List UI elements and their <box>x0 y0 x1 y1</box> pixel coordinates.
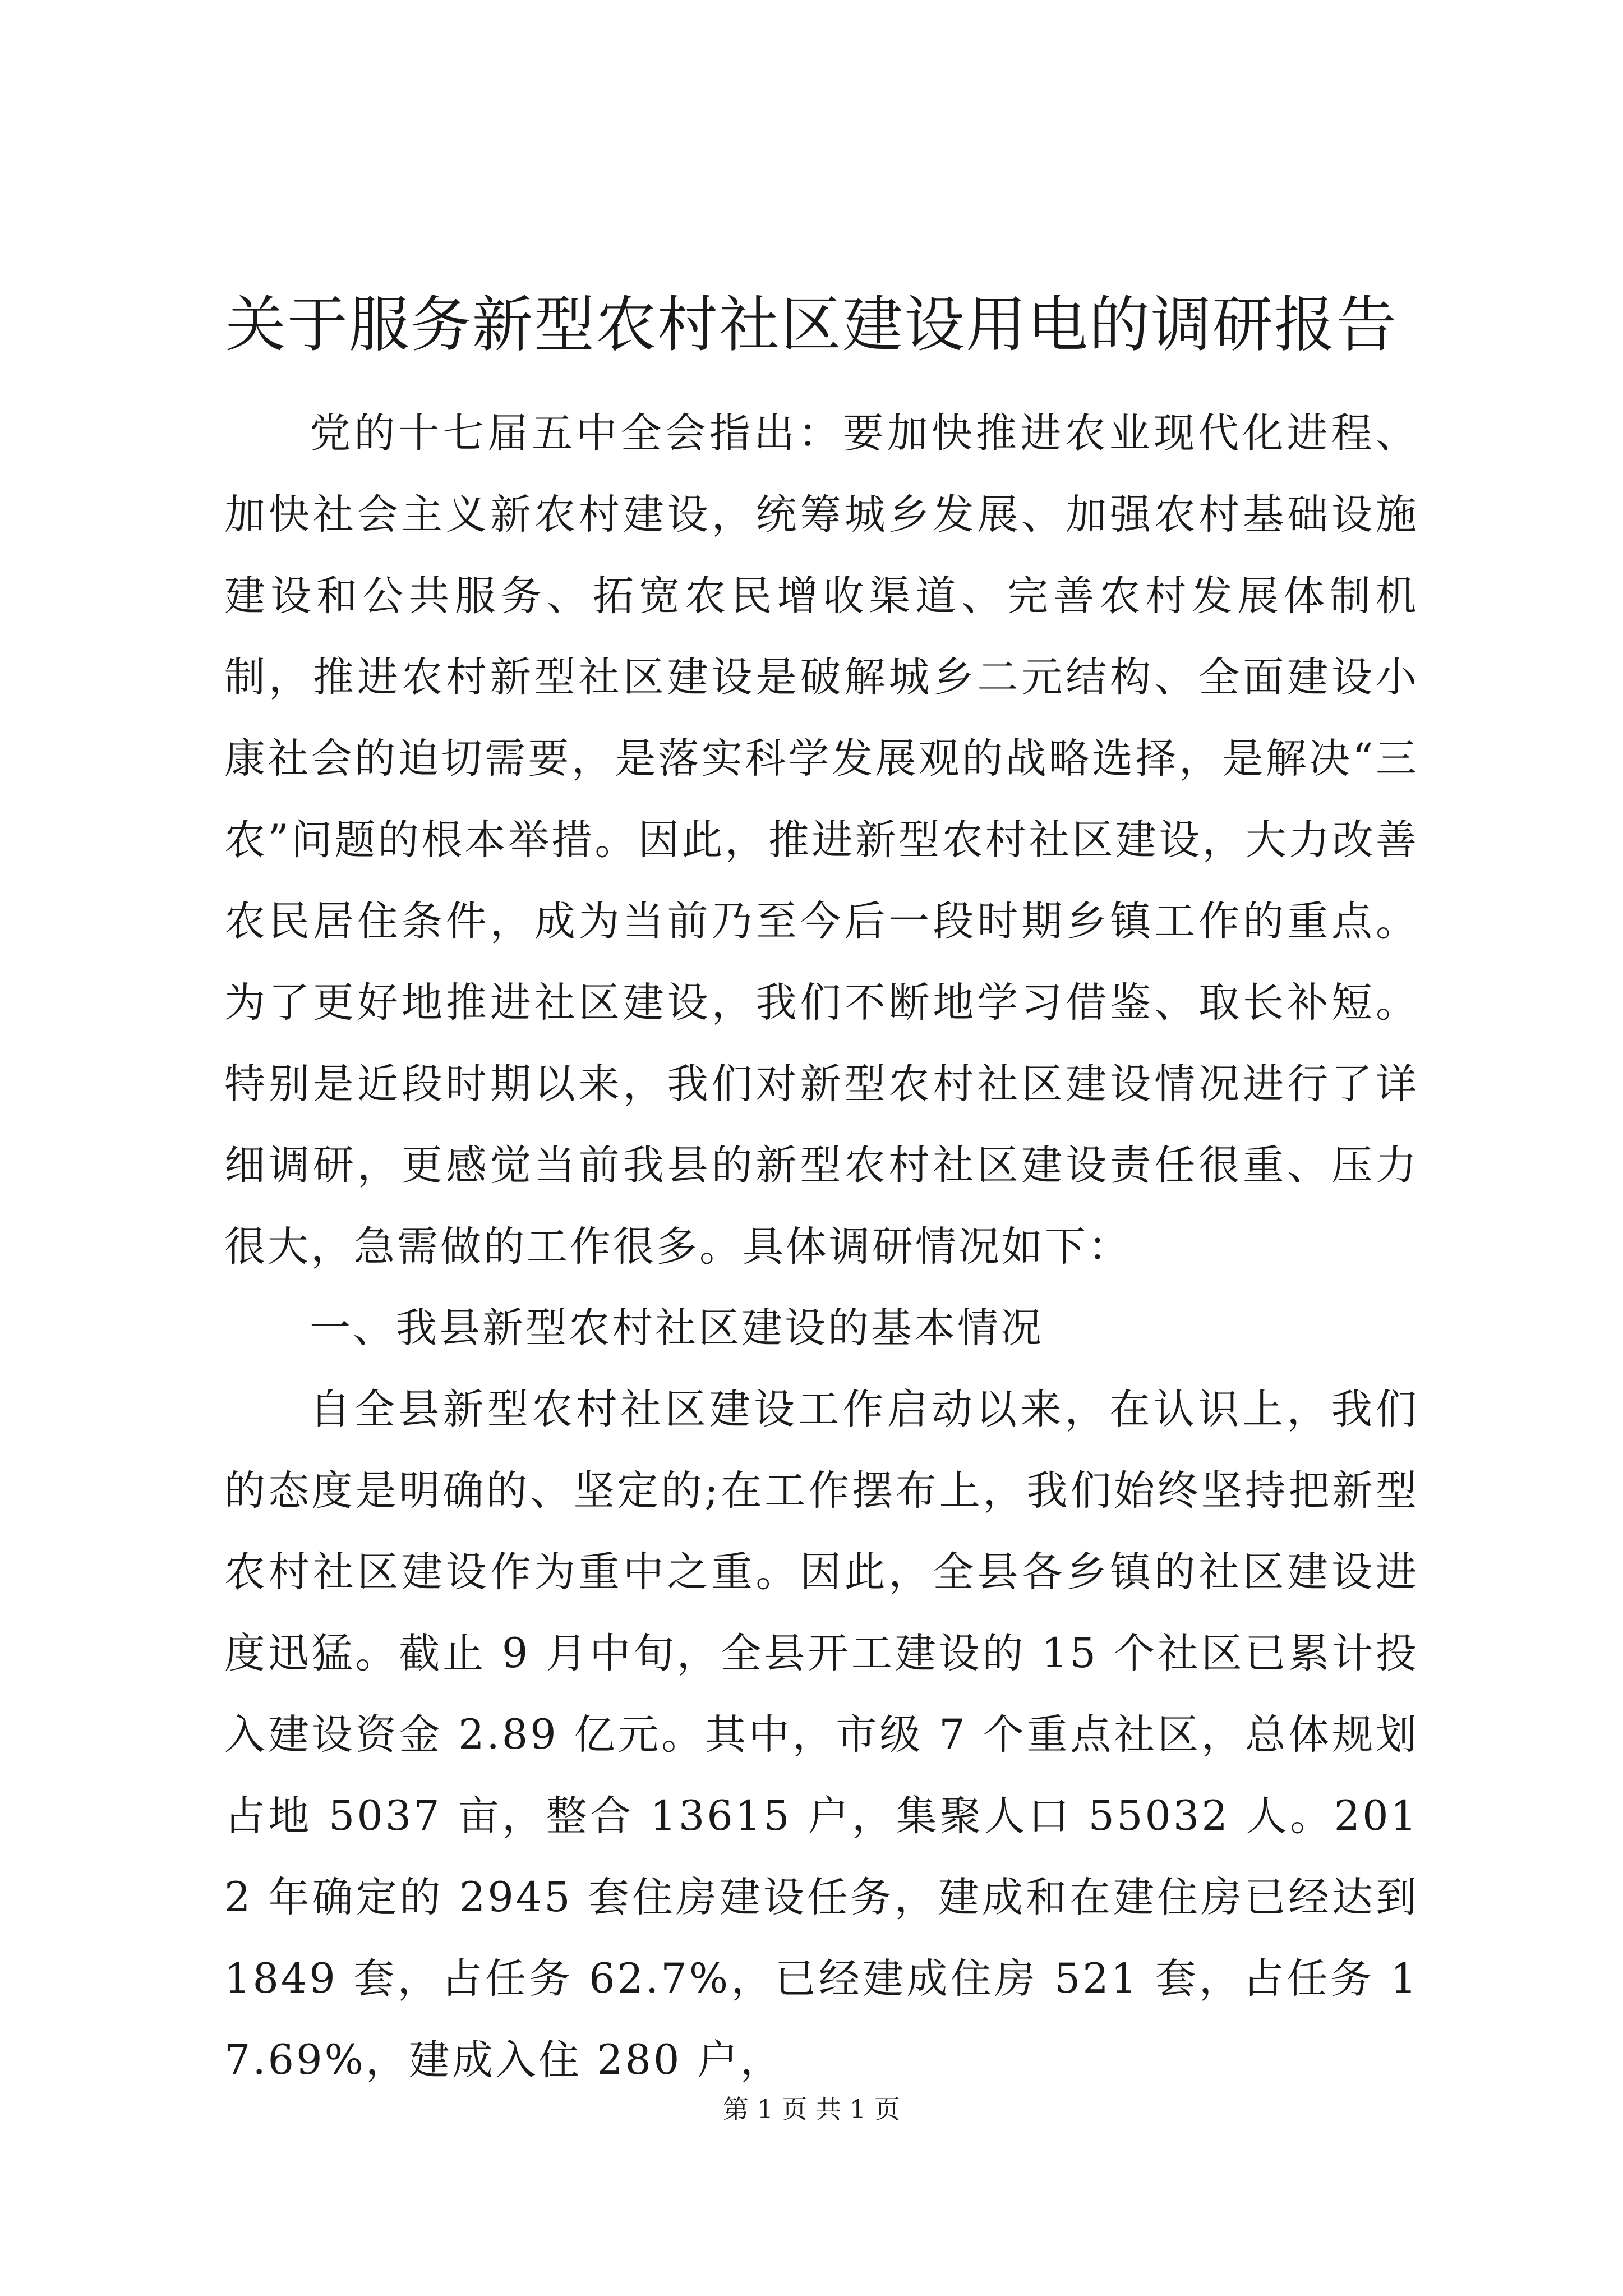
section-heading: 一、我县新型农村社区建设的基本情况 <box>310 1304 1044 1352</box>
page-number-footer: 第 1 页 共 1 页 <box>723 2094 900 2124</box>
paragraph-basic-situation: 自全县新型农村社区建设工作启动以来，在认识上，我们的态度是明确的、坚定的;在工作摆布上，我们始终坚持把新型农村社区建设作为重中之重。因此，全县各乡镇的社区建设进度迅猛。截止 9 月中旬，全县开工建设的 15 个社区已累计投入建设资金 2.89 亿元。其中，市级 7 个重点社区，总体规划占地 5037 亩，整合 13615 户，集聚人口 55032 人。2012 年确定的 2945 套住房建设任务，建成和在建住房已经达到 1849 套，占任务 62.7%，已经建成住房 521 套，占任务 17.69%，建成入住 280 户， <box>224 1386 1419 2084</box>
paragraph-intro: 党的十七届五中全会指出：要加快推进农业现代化进程、加快社会主义新农村建设，统筹城乡发展、加强农村基础设施建设和公共服务、拓宽农民增收渠道、完善农村发展体制机制，推进农村新型社区建设是破解城乡二元结构、全面建设小康社会的迫切需要，是落实科学发展观的战略选择，是解决“三农”问题的根本举措。因此，推进新型农村社区建设，大力改善农民居住条件，成为当前乃至今后一段时期乡镇工作的重点。为了更好地推进社区建设，我们不断地学习借鉴、取长补短。特别是近段时期以来，我们对新型农村社区建设情况进行了详细调研，更感觉当前我县的新型农村社区建设责任很重、压力很大，急需做的工作很多。具体调研情况如下： <box>224 409 1419 1271</box>
document-title: 关于服务新型农村社区建设用电的调研报告 <box>225 290 1398 360</box>
document-body <box>224 393 1419 2101</box>
